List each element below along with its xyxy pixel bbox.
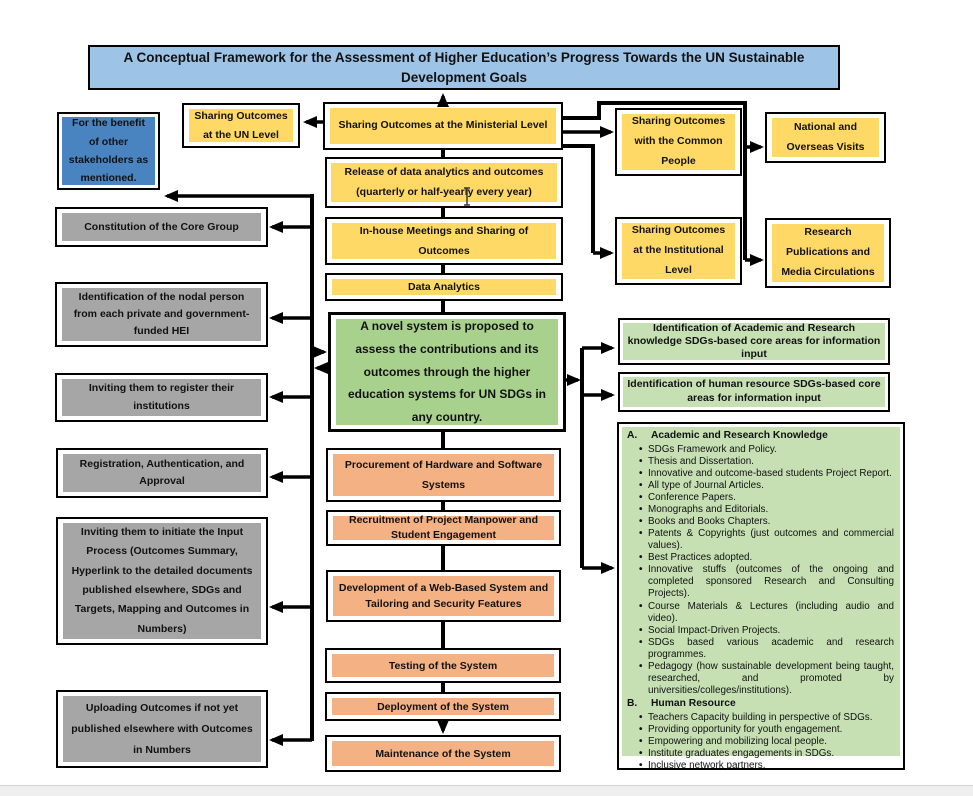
- list-item: • Conference Papers.: [639, 492, 894, 504]
- node-data-analytics: [325, 273, 563, 301]
- node-label: Recruitment of Project Manpower and Student Engagement: [333, 516, 554, 540]
- list-item: • SDGs based various academic and research programmes.: [639, 637, 894, 661]
- panel-section-a-heading: [627, 430, 895, 443]
- list-item: • Teachers Capacity building in perspective of SDGs.: [639, 712, 894, 724]
- node-constitution-core-group: [55, 207, 268, 247]
- node-label: Constitution of the Core Group: [62, 213, 261, 241]
- node-maintenance: [325, 735, 561, 772]
- node-uploading-outcomes: [56, 690, 268, 768]
- node-sharing-un-level: [182, 103, 300, 148]
- node-label: Identification of human resource SDGs-based core areas for information input: [623, 377, 885, 407]
- node-label: Identification of Academic and Research knowledge SDGs-based core areas for information input: [623, 323, 885, 360]
- section-label: A.: [627, 430, 638, 441]
- panel-section-b-heading: [627, 698, 895, 711]
- list-item: • Course Materials & Lectures (including audio and video).: [639, 601, 894, 625]
- node-label: Data Analytics: [332, 279, 556, 295]
- window-scrollbar-strip[interactable]: [0, 785, 973, 796]
- node-release-analytics: [325, 157, 563, 208]
- list-item: • Institute graduates engagements in SDGs.: [639, 748, 894, 760]
- node-label: Procurement of Hardware and Software Systems: [333, 454, 554, 496]
- list-item: • Innovative and outcome-based students Project Report.: [639, 468, 894, 480]
- node-label: In-house Meetings and Sharing of Outcomes: [332, 223, 556, 259]
- node-label: Inviting them to initiate the Input Process (Outcomes Summary, Hyperlink to the detailed documents published elsewhere, SDGs and Targets, Mapping and Outcomes in Numbers): [63, 523, 261, 639]
- diagram-title: A Conceptual Framework for the Assessment of Higher Education’s Progress Towards the UN Sustainable Development Goals: [90, 47, 838, 88]
- node-label: Development of a Web-Based System and Tailoring and Security Features: [333, 576, 554, 616]
- node-research-publications: [765, 218, 891, 288]
- list-item: • Best Practices adopted.: [639, 552, 894, 564]
- list-item: • All type of Journal Articles.: [639, 480, 894, 492]
- panel-knowledge-and-hr: [617, 422, 905, 770]
- node-testing: [325, 648, 561, 683]
- node-invite-register: [55, 373, 268, 422]
- panel-section-b-list: [626, 712, 895, 772]
- node-label: Maintenance of the System: [332, 741, 554, 766]
- node-ident-human-core-areas: [618, 372, 890, 412]
- section-title: Human Resource: [651, 698, 736, 710]
- list-item: • Patents & Copyrights (just outcomes and commercial values).: [639, 528, 894, 552]
- list-item: • Providing opportunity for youth engagement.: [639, 724, 894, 736]
- list-item: • Books and Books Chapters.: [639, 516, 894, 528]
- node-registration-authentication: [56, 448, 268, 498]
- node-national-overseas-visits: [765, 112, 886, 163]
- node-label: Deployment of the System: [332, 698, 554, 715]
- list-item: • SDGs Framework and Policy.: [639, 444, 894, 456]
- node-benefit-stakeholders: [57, 112, 160, 190]
- node-label: Sharing Outcomes at the UN Level: [189, 109, 293, 142]
- panel-section-a-list: [626, 444, 895, 698]
- node-identification-nodal-person: [55, 282, 268, 347]
- node-label: Registration, Authentication, and Approval: [63, 454, 261, 492]
- node-label: Testing of the System: [332, 654, 554, 677]
- node-novel-system: [328, 312, 566, 432]
- node-label: Sharing Outcomes at the Ministerial Level: [330, 108, 556, 144]
- list-item: • Innovative stuffs (outcomes of the ongoing and completed sponsored Research and Consulting Projects).: [639, 564, 894, 600]
- node-inhouse-meetings: [325, 217, 563, 265]
- list-item: • Monographs and Editorials.: [639, 504, 894, 516]
- node-label-highlighted: Release of data analytics and outcomes (quarterly or half-yearly every year): [331, 163, 557, 203]
- node-label: National and Overseas Visits: [772, 118, 879, 157]
- node-initiate-input-process: [56, 517, 268, 645]
- list-item: • Empowering and mobilizing local people.: [639, 736, 894, 748]
- list-item: • Inclusive network partners.: [639, 760, 894, 772]
- node-label: Identification of the nodal person from each private and government-funded HEI: [62, 288, 261, 341]
- node-label: Sharing Outcomes with the Common People: [622, 114, 735, 170]
- node-sharing-ministerial: [323, 102, 563, 150]
- node-sharing-common-people: [615, 108, 742, 176]
- node-ident-academic-core-areas: [618, 318, 890, 365]
- section-title: Academic and Research Knowledge: [651, 430, 828, 441]
- node-label: Research Publications and Media Circulations: [772, 224, 884, 282]
- node-deployment: [325, 692, 561, 721]
- node-label: Inviting them to register their institutions: [62, 379, 261, 416]
- node-recruitment: [326, 510, 561, 546]
- diagram-title-box: [88, 45, 840, 90]
- node-label: Sharing Outcomes at the Institutional Level: [622, 223, 735, 279]
- node-procurement: [326, 448, 561, 502]
- node-sharing-institutional: [615, 217, 742, 285]
- node-label: For the benefit of other stakeholders as mentioned.: [62, 117, 155, 185]
- node-label: Uploading Outcomes if not yet published elsewhere with Outcomes in Numbers: [63, 696, 261, 762]
- node-label: A novel system is proposed to assess the contributions and its outcomes through the higher education systems for UN SDGs in any country.: [336, 319, 558, 425]
- section-label: B.: [627, 698, 638, 710]
- list-item: • Pedagogy (how sustainable development being taught, researched, and promoted by universities/colleges/institutions).: [639, 661, 894, 697]
- list-item: • Thesis and Dissertation.: [639, 456, 894, 468]
- node-development: [326, 570, 561, 622]
- list-item: • Social Impact-Driven Projects.: [639, 625, 894, 637]
